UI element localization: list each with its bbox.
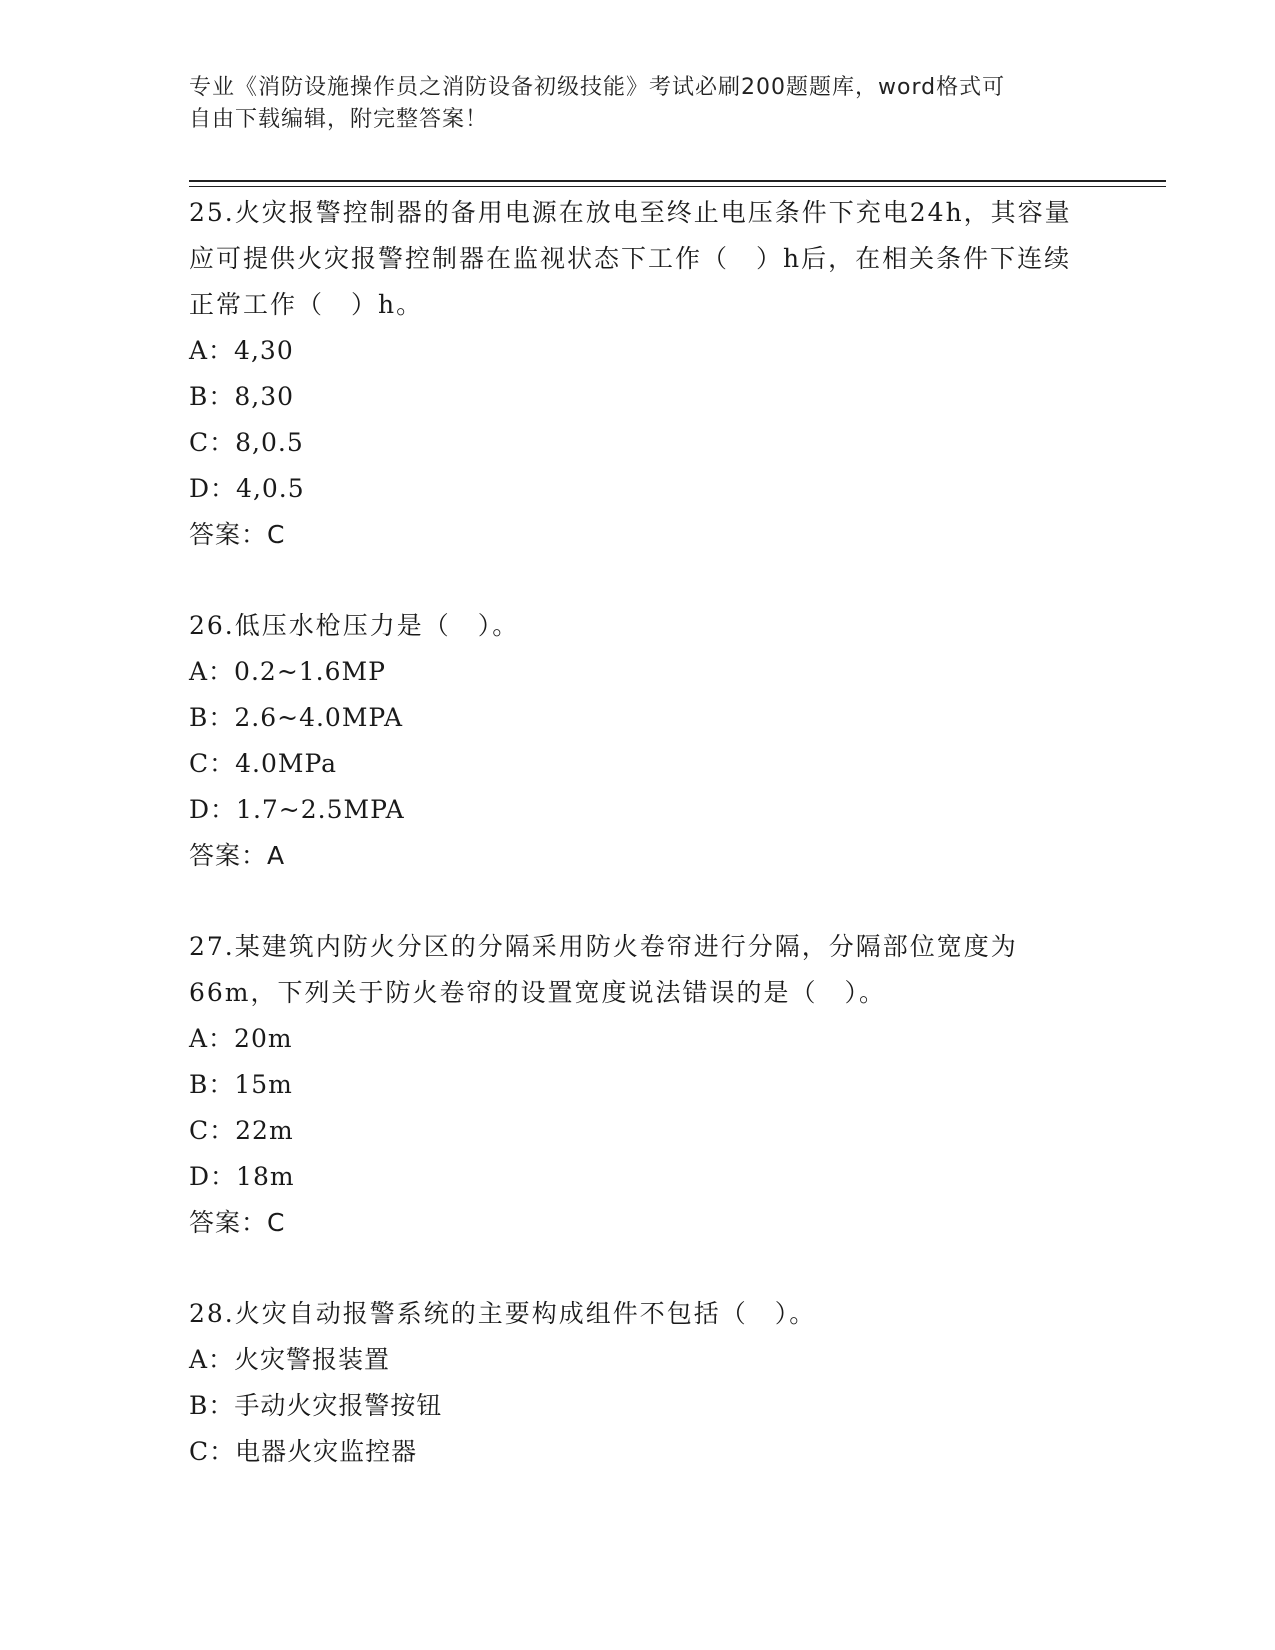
option-a: A：火灾警报装置 (189, 1345, 391, 1374)
option-c: C：22m (189, 1116, 294, 1145)
option-b: B：手动火灾报警按钮 (189, 1391, 443, 1420)
header-line-2: 自由下载编辑，附完整答案！ (189, 107, 489, 132)
option-a: A：20m (189, 1024, 293, 1053)
option-d: D：1.7~2.5MPA (189, 795, 405, 824)
question-stem: 25.火灾报警控制器的备用电源在放电至终止电压条件下充电24h，其容量应可提供火灾报警控制器在监视状态下工作（ ）h后，在相关条件下连续正常工作（ ）h。 (189, 198, 1072, 319)
option-c: C：4.0MPa (189, 749, 338, 778)
option-b: B：15m (189, 1070, 293, 1099)
option-d: D：18m (189, 1162, 295, 1191)
option-c: C：电器火灾监控器 (189, 1437, 418, 1466)
option-b: B：8,30 (189, 382, 295, 411)
header-divider-thin (189, 186, 1166, 187)
question-28 (189, 1290, 1089, 1475)
document-header (189, 72, 1069, 136)
answer-line: 答案：C (189, 1208, 286, 1237)
question-26 (189, 602, 1089, 879)
option-c: C：8,0.5 (189, 428, 304, 457)
option-b: B：2.6~4.0MPA (189, 703, 404, 732)
question-stem: 26.低压水枪压力是（ ）。 (189, 611, 520, 640)
question-stem: 27.某建筑内防火分区的分隔采用防火卷帘进行分隔，分隔部位宽度为66m，下列关于防火卷帘的设置宽度说法错误的是（ ）。 (189, 932, 1018, 1007)
option-a: A：0.2~1.6MP (189, 657, 386, 686)
option-a: A：4,30 (189, 336, 294, 365)
header-divider-thick (189, 180, 1166, 182)
answer-line: 答案：C (189, 520, 286, 549)
answer-line: 答案：A (189, 841, 286, 870)
question-25 (189, 189, 1089, 558)
option-d: D：4,0.5 (189, 474, 305, 503)
question-27 (189, 923, 1089, 1246)
question-list (189, 189, 1089, 1519)
question-stem: 28.火灾自动报警系统的主要构成组件不包括（ ）。 (189, 1299, 817, 1328)
header-line-1: 专业《消防设施操作员之消防设备初级技能》考试必刷200题题库，word格式可 (189, 75, 1006, 100)
